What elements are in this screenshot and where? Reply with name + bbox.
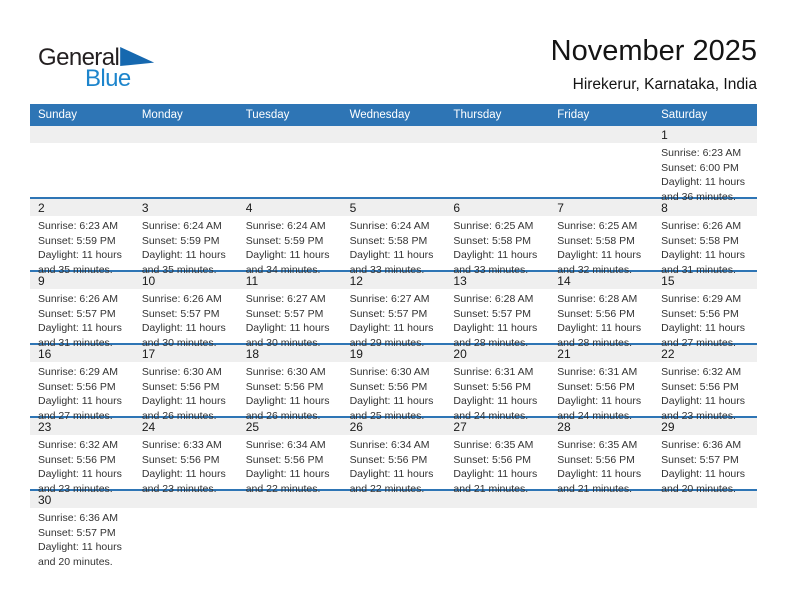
day-detail-line: Daylight: 11 hours	[349, 322, 434, 335]
day-detail-line: Sunrise: 6:36 AM	[661, 439, 742, 451]
day-number: 13	[453, 274, 467, 288]
day-detail-line: and 34 minutes.	[245, 263, 321, 276]
day-number: 12	[349, 274, 363, 288]
day-cell	[549, 216, 653, 277]
day-detail-line: and 22 minutes.	[349, 482, 425, 495]
day-number: 26	[349, 420, 363, 434]
day-number-strip	[30, 126, 757, 143]
day-detail-line: Daylight: 11 hours	[661, 395, 745, 408]
day-detail-line: and 31 minutes.	[38, 336, 113, 349]
day-detail-line: Sunrise: 6:31 AM	[557, 366, 638, 378]
calendar-weeks	[30, 126, 757, 568]
day-detail-line: Sunset: 6:00 PM	[661, 161, 739, 174]
day-detail-line: Daylight: 11 hours	[141, 395, 226, 408]
empty-day-cell	[134, 143, 238, 204]
day-detail-line: Sunrise: 6:24 AM	[349, 220, 430, 232]
day-cell	[445, 289, 549, 350]
week-row	[30, 126, 757, 203]
day-detail-line: Sunset: 5:58 PM	[453, 234, 532, 247]
day-detail-line: Sunrise: 6:29 AM	[38, 366, 118, 378]
day-detail-line: and 26 minutes.	[245, 409, 321, 422]
day-cell	[134, 289, 238, 350]
day-detail-line: Daylight: 11 hours	[453, 322, 538, 335]
day-detail-line: Sunrise: 6:26 AM	[38, 293, 118, 305]
day-cell	[445, 216, 549, 277]
day-detail-line: and 22 minutes.	[245, 482, 321, 495]
day-number: 27	[453, 420, 467, 434]
weekday-monday: Monday	[141, 109, 183, 121]
weekday-saturday: Saturday	[661, 109, 708, 121]
empty-day-number	[134, 126, 238, 143]
week-row	[30, 418, 757, 495]
day-number: 3	[141, 201, 149, 215]
day-detail-line: and 35 minutes.	[141, 263, 217, 276]
day-cell	[342, 216, 446, 277]
page-subtitle: Hirekerur, Karnataka, India	[572, 75, 757, 93]
day-number: 4	[245, 201, 253, 215]
day-details-row	[30, 435, 757, 495]
day-detail-line: Sunset: 5:56 PM	[557, 380, 635, 393]
day-cell	[30, 435, 134, 496]
empty-day-cell	[445, 143, 549, 204]
day-detail-line: Sunrise: 6:32 AM	[38, 439, 118, 451]
day-cell	[30, 362, 134, 423]
day-detail-line: Sunset: 5:56 PM	[349, 453, 428, 466]
day-number: 24	[141, 420, 156, 434]
day-number-strip	[30, 418, 757, 435]
week-row	[30, 491, 757, 568]
day-detail-line: Sunrise: 6:28 AM	[453, 293, 534, 305]
empty-day-number	[342, 491, 446, 508]
day-detail-line: Daylight: 11 hours	[557, 468, 642, 481]
day-detail-line: Sunrise: 6:23 AM	[661, 147, 742, 159]
day-detail-line: Sunrise: 6:28 AM	[557, 293, 638, 305]
weekday-friday: Friday	[557, 109, 590, 121]
day-number: 30	[38, 493, 52, 507]
empty-day-cell	[445, 508, 549, 569]
weekday-wednesday: Wednesday	[349, 109, 411, 121]
day-detail-line: Daylight: 11 hours	[661, 468, 745, 481]
day-number: 19	[349, 347, 363, 361]
day-number: 6	[453, 201, 461, 215]
day-detail-line: Sunrise: 6:25 AM	[557, 220, 638, 232]
week-row	[30, 345, 757, 422]
day-detail-line: Sunrise: 6:24 AM	[245, 220, 326, 232]
day-number: 5	[349, 201, 357, 215]
day-detail-line: Sunrise: 6:34 AM	[245, 439, 326, 451]
empty-day-cell	[238, 508, 342, 569]
week-row	[30, 272, 757, 349]
day-detail-line: and 28 minutes.	[453, 336, 529, 349]
empty-day-number	[30, 126, 134, 143]
empty-day-cell	[134, 508, 238, 569]
day-number: 8	[661, 201, 668, 215]
empty-day-cell	[653, 508, 757, 569]
day-detail-line: and 25 minutes.	[349, 409, 425, 422]
day-detail-line: Daylight: 11 hours	[245, 322, 330, 335]
day-number: 2	[38, 201, 45, 215]
day-detail-line: Daylight: 11 hours	[245, 395, 330, 408]
day-details-row	[30, 289, 757, 349]
day-number: 11	[245, 274, 259, 288]
day-cell	[30, 289, 134, 350]
day-detail-line: Daylight: 11 hours	[349, 249, 434, 262]
day-detail-line: Daylight: 11 hours	[349, 468, 434, 481]
day-detail-line: Sunset: 5:58 PM	[661, 234, 739, 247]
logo-text-general: General	[38, 44, 120, 71]
day-detail-line: Sunset: 5:59 PM	[38, 234, 116, 247]
day-number: 14	[557, 274, 571, 288]
day-cell	[134, 435, 238, 496]
day-number: 17	[141, 347, 156, 361]
day-detail-line: and 23 minutes.	[661, 409, 736, 422]
day-detail-line: and 26 minutes.	[141, 409, 217, 422]
day-number: 18	[245, 347, 260, 361]
day-detail-line: and 21 minutes.	[453, 482, 529, 495]
weekday-thursday: Thursday	[453, 109, 502, 121]
day-detail-line: Daylight: 11 hours	[38, 468, 122, 481]
day-detail-line: Sunrise: 6:27 AM	[245, 293, 326, 305]
day-detail-line: Sunset: 5:58 PM	[349, 234, 428, 247]
empty-day-cell	[342, 508, 446, 569]
day-detail-line: and 27 minutes.	[661, 336, 736, 349]
day-detail-line: Sunset: 5:57 PM	[38, 526, 116, 539]
day-detail-line: Sunset: 5:56 PM	[453, 380, 532, 393]
day-number: 7	[557, 201, 564, 215]
day-number: 9	[38, 274, 45, 288]
day-detail-line: Daylight: 11 hours	[141, 249, 226, 262]
day-detail-line: Sunset: 5:56 PM	[661, 307, 739, 320]
day-detail-line: Sunrise: 6:35 AM	[557, 439, 638, 451]
day-detail-line: and 33 minutes.	[349, 263, 425, 276]
day-detail-line: Daylight: 11 hours	[453, 468, 538, 481]
day-detail-line: Daylight: 11 hours	[141, 322, 226, 335]
day-detail-line: Sunrise: 6:24 AM	[141, 220, 222, 232]
day-cell	[549, 289, 653, 350]
logo-triangle-icon	[120, 47, 154, 66]
day-cell	[445, 435, 549, 496]
day-detail-line: Sunset: 5:57 PM	[349, 307, 428, 320]
weekday-header-row	[30, 104, 757, 126]
day-details-row	[30, 508, 757, 568]
day-detail-line: Sunset: 5:56 PM	[661, 380, 739, 393]
day-cell	[445, 362, 549, 423]
day-number: 15	[661, 274, 675, 288]
day-detail-line: Daylight: 11 hours	[349, 395, 434, 408]
day-detail-line: Sunrise: 6:27 AM	[349, 293, 430, 305]
day-detail-line: Sunrise: 6:30 AM	[349, 366, 430, 378]
empty-day-number	[653, 491, 757, 508]
day-detail-line: Sunset: 5:56 PM	[453, 453, 532, 466]
week-row	[30, 199, 757, 276]
day-cell	[549, 435, 653, 496]
day-detail-line: Sunrise: 6:36 AM	[38, 512, 118, 524]
empty-day-number	[549, 491, 653, 508]
day-detail-line: Daylight: 11 hours	[661, 322, 745, 335]
day-cell	[653, 435, 757, 496]
weekday-sunday: Sunday	[38, 109, 78, 121]
day-detail-line: Sunset: 5:56 PM	[557, 307, 635, 320]
day-detail-line: and 29 minutes.	[349, 336, 425, 349]
day-detail-line: Sunset: 5:56 PM	[38, 453, 116, 466]
day-detail-line: Daylight: 11 hours	[141, 468, 226, 481]
day-detail-line: Daylight: 11 hours	[661, 176, 745, 189]
day-cell	[342, 289, 446, 350]
day-cell	[342, 362, 446, 423]
day-detail-line: Sunset: 5:58 PM	[557, 234, 635, 247]
day-detail-line: Sunrise: 6:25 AM	[453, 220, 534, 232]
day-number: 16	[38, 347, 52, 361]
day-number-strip	[30, 199, 757, 216]
empty-day-number	[342, 126, 446, 143]
day-cell	[238, 289, 342, 350]
day-detail-line: and 32 minutes.	[557, 263, 632, 276]
day-detail-line: Sunrise: 6:32 AM	[661, 366, 742, 378]
day-cell	[134, 216, 238, 277]
day-number: 25	[245, 420, 260, 434]
weekday-tuesday: Tuesday	[245, 109, 290, 121]
day-detail-line: Sunset: 5:56 PM	[245, 453, 324, 466]
day-detail-line: Sunrise: 6:30 AM	[141, 366, 222, 378]
day-detail-line: Daylight: 11 hours	[245, 249, 330, 262]
day-detail-line: and 33 minutes.	[453, 263, 529, 276]
empty-day-number	[549, 126, 653, 143]
empty-day-number	[134, 491, 238, 508]
empty-day-cell	[342, 143, 446, 204]
day-detail-line: Sunrise: 6:31 AM	[453, 366, 534, 378]
day-detail-line: Daylight: 11 hours	[557, 395, 642, 408]
day-number: 20	[453, 347, 467, 361]
title-block	[551, 36, 757, 94]
day-detail-line: Daylight: 11 hours	[661, 249, 745, 262]
empty-day-cell	[30, 143, 134, 204]
day-number: 10	[141, 274, 156, 288]
empty-day-cell	[549, 143, 653, 204]
day-detail-line: Sunset: 5:57 PM	[453, 307, 532, 320]
day-detail-line: and 24 minutes.	[453, 409, 529, 422]
empty-day-number	[445, 126, 549, 143]
day-detail-line: and 20 minutes.	[38, 555, 113, 568]
day-detail-line: Sunrise: 6:33 AM	[141, 439, 222, 451]
day-detail-line: and 21 minutes.	[557, 482, 632, 495]
day-detail-line: Sunrise: 6:29 AM	[661, 293, 742, 305]
general-blue-logo	[38, 46, 158, 98]
day-detail-line: Sunset: 5:56 PM	[38, 380, 116, 393]
day-detail-line: and 23 minutes.	[141, 482, 217, 495]
day-detail-line: Sunset: 5:57 PM	[38, 307, 116, 320]
day-cell	[30, 216, 134, 277]
day-detail-line: Sunset: 5:57 PM	[141, 307, 220, 320]
day-number-strip	[30, 272, 757, 289]
day-number: 1	[661, 128, 668, 142]
day-detail-line: Daylight: 11 hours	[557, 322, 642, 335]
calendar	[30, 104, 757, 568]
day-detail-line: Sunset: 5:56 PM	[245, 380, 324, 393]
day-number: 23	[38, 420, 52, 434]
day-cell	[653, 362, 757, 423]
day-details-row	[30, 216, 757, 276]
day-detail-line: Daylight: 11 hours	[38, 541, 122, 554]
day-detail-line: Daylight: 11 hours	[38, 249, 122, 262]
day-number: 28	[557, 420, 571, 434]
day-detail-line: and 20 minutes.	[661, 482, 736, 495]
day-detail-line: Daylight: 11 hours	[453, 249, 538, 262]
day-detail-line: Sunrise: 6:30 AM	[245, 366, 326, 378]
day-detail-line: Sunset: 5:56 PM	[557, 453, 635, 466]
day-cell	[238, 362, 342, 423]
day-number-strip	[30, 491, 757, 508]
day-detail-line: Sunset: 5:59 PM	[245, 234, 324, 247]
day-detail-line: and 36 minutes.	[661, 190, 736, 203]
page-title: November 2025	[550, 35, 757, 67]
day-number-strip	[30, 345, 757, 362]
day-cell	[238, 216, 342, 277]
day-detail-line: Daylight: 11 hours	[453, 395, 538, 408]
day-cell	[653, 143, 757, 204]
day-detail-line: Sunset: 5:56 PM	[141, 453, 220, 466]
day-cell	[653, 289, 757, 350]
empty-day-number	[238, 491, 342, 508]
day-detail-line: Sunset: 5:56 PM	[141, 380, 220, 393]
day-cell	[134, 362, 238, 423]
day-detail-line: and 24 minutes.	[557, 409, 632, 422]
day-detail-line: and 35 minutes.	[38, 263, 113, 276]
day-detail-line: Daylight: 11 hours	[38, 322, 122, 335]
day-cell	[342, 435, 446, 496]
day-details-row	[30, 362, 757, 422]
day-detail-line: Daylight: 11 hours	[245, 468, 330, 481]
empty-day-number	[445, 491, 549, 508]
day-detail-line: Daylight: 11 hours	[557, 249, 642, 262]
day-cell	[653, 216, 757, 277]
day-detail-line: Sunrise: 6:34 AM	[349, 439, 430, 451]
day-number: 21	[557, 347, 571, 361]
day-cell	[30, 508, 134, 569]
day-detail-line: and 31 minutes.	[661, 263, 736, 276]
day-cell	[549, 362, 653, 423]
day-detail-line: Sunset: 5:59 PM	[141, 234, 220, 247]
empty-day-cell	[238, 143, 342, 204]
day-detail-line: Sunset: 5:56 PM	[349, 380, 428, 393]
day-number: 22	[661, 347, 675, 361]
day-detail-line: and 23 minutes.	[38, 482, 113, 495]
day-number: 29	[661, 420, 675, 434]
day-cell	[238, 435, 342, 496]
day-detail-line: Sunset: 5:57 PM	[245, 307, 324, 320]
day-detail-line: and 28 minutes.	[557, 336, 632, 349]
empty-day-number	[238, 126, 342, 143]
day-detail-line: and 27 minutes.	[38, 409, 113, 422]
day-details-row	[30, 143, 757, 203]
day-detail-line: and 30 minutes.	[141, 336, 217, 349]
day-detail-line: Sunrise: 6:35 AM	[453, 439, 534, 451]
day-detail-line: Sunrise: 6:26 AM	[141, 293, 222, 305]
day-detail-line: Sunrise: 6:26 AM	[661, 220, 742, 232]
empty-day-cell	[549, 508, 653, 569]
day-detail-line: Sunset: 5:57 PM	[661, 453, 739, 466]
day-detail-line: Sunrise: 6:23 AM	[38, 220, 118, 232]
logo-text-blue: Blue	[85, 65, 131, 92]
day-detail-line: and 30 minutes.	[245, 336, 321, 349]
day-detail-line: Daylight: 11 hours	[38, 395, 122, 408]
